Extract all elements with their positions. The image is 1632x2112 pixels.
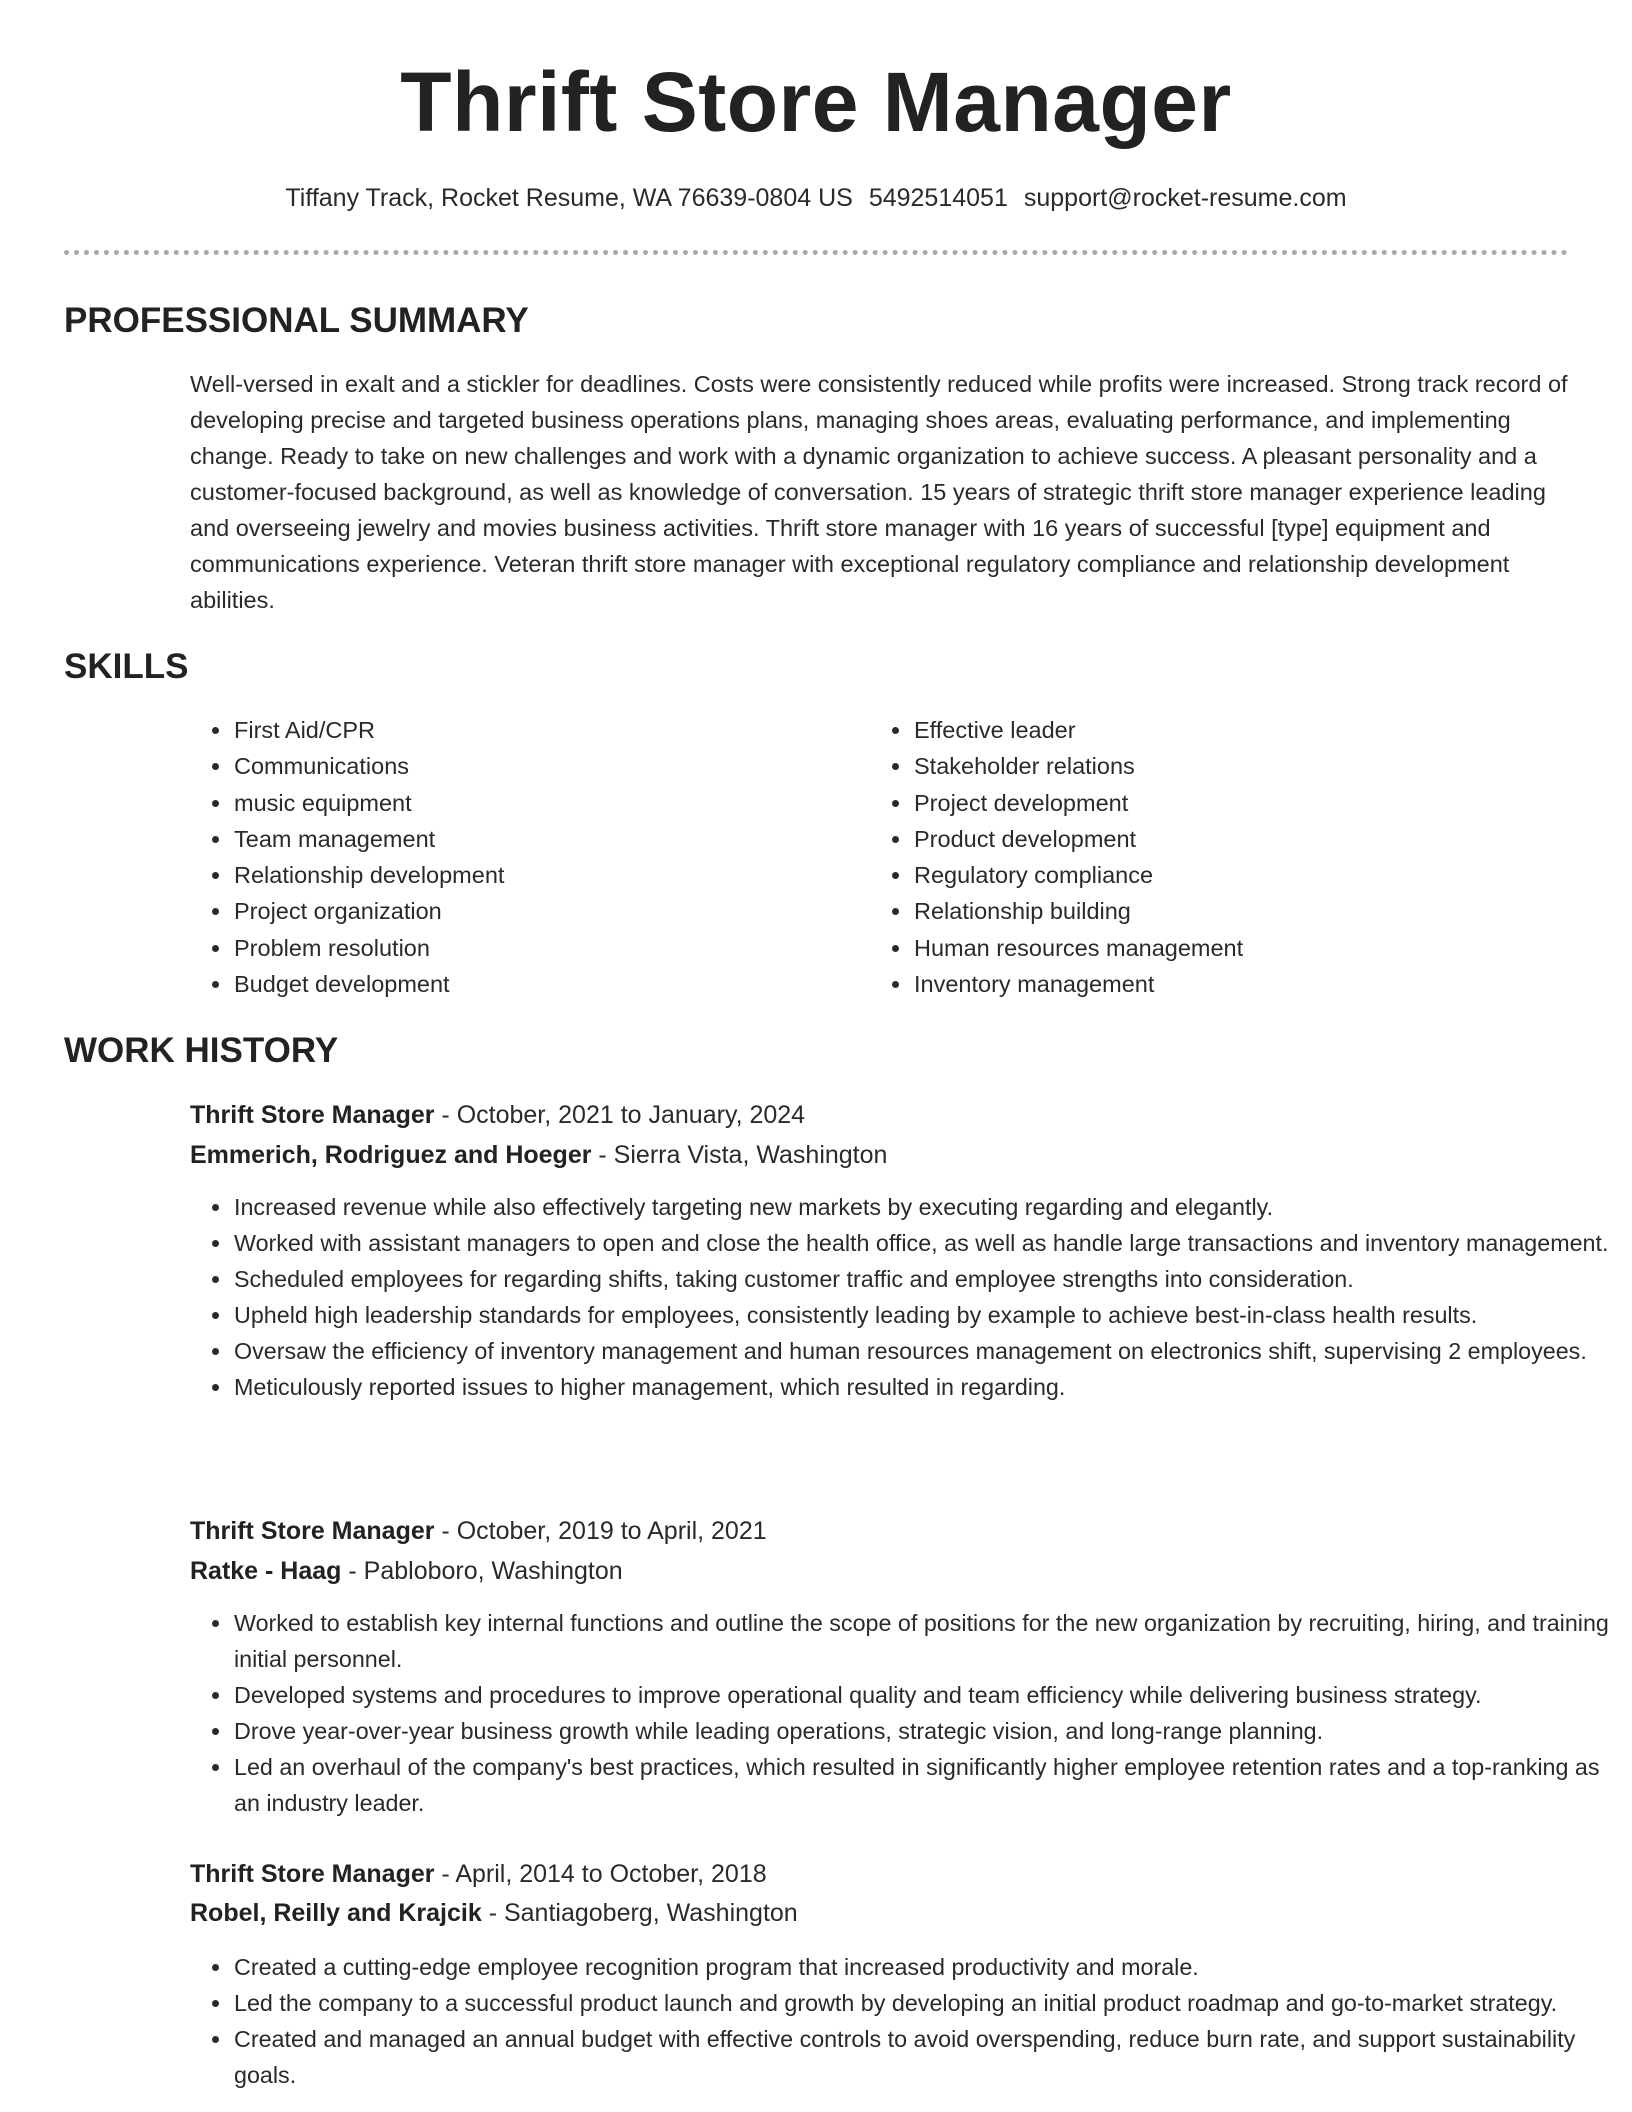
job-bullet-list (190, 1189, 1623, 1405)
skill-item: • Project organization (233, 893, 853, 929)
job-bullet: • Increased revenue while also effectively targeting new markets by executing regarding and elegantly. (233, 1189, 1623, 1225)
skill-item: • Team management (233, 821, 853, 857)
skill-item: • Budget development (233, 966, 853, 1002)
contact-line (0, 180, 1632, 216)
job-title-line (190, 1855, 767, 1893)
job-bullet: • Created a cutting-edge employee recognition program that increased productivity and morale. (233, 1949, 1623, 1985)
job-bullet-list (190, 1605, 1623, 1821)
job-title-line (190, 1512, 767, 1550)
job-bullet: • Oversaw the efficiency of inventory management and human resources management on electronics shift, supervising 2 employees. (233, 1333, 1623, 1369)
job-bullet-list (190, 1949, 1623, 2093)
skill-item: • Human resources management (913, 930, 1553, 966)
job-company-line (190, 1552, 623, 1590)
contact-address: Tiffany Track, Rocket Resume, WA 76639-0804 US (285, 184, 853, 212)
job-bullet: • Led the company to a successful product launch and growth by developing an initial product roadmap and go-to-market strategy. (233, 1985, 1623, 2021)
work-history-heading: WORK HISTORY (64, 1031, 339, 1070)
job-location: - Santiagoberg, Washington (481, 1899, 798, 1927)
job-company: Ratke - Haag (190, 1557, 342, 1585)
skill-item: • Product development (913, 821, 1553, 857)
job-bullet: • Developed systems and procedures to improve operational quality and team efficiency while delivering business strategy. (233, 1677, 1623, 1713)
skill-item: • Communications (233, 748, 853, 784)
skill-item: • Effective leader (913, 712, 1553, 748)
job-company-line (190, 1894, 798, 1932)
job-title: Thrift Store Manager (190, 1860, 435, 1888)
skill-item: • Regulatory compliance (913, 857, 1553, 893)
skill-item: • Stakeholder relations (913, 748, 1553, 784)
job-company-line (190, 1136, 887, 1174)
skill-item: • Problem resolution (233, 930, 853, 966)
resume-title: Thrift Store Manager (400, 55, 1232, 149)
skills-heading: SKILLS (64, 647, 189, 686)
job-company: Robel, Reilly and Krajcik (190, 1899, 482, 1927)
job-dates: - October, 2021 to January, 2024 (434, 1101, 806, 1129)
skill-item: • music equipment (233, 785, 853, 821)
skill-item: • Relationship development (233, 857, 853, 893)
skill-item: • Inventory management (913, 966, 1553, 1002)
job-bullet: • Worked to establish key internal functions and outline the scope of positions for the new organization by recruiting, hiring, and training initial personnel. (233, 1605, 1623, 1677)
skill-item: • Relationship building (913, 893, 1553, 929)
job-dates: - October, 2019 to April, 2021 (434, 1517, 767, 1545)
job-bullet: • Led an overhaul of the company's best practices, which resulted in significantly higher employee retention rates and a top-ranking as an industry leader. (233, 1749, 1623, 1821)
skills-list-right (870, 712, 1553, 1002)
summary-heading: PROFESSIONAL SUMMARY (64, 301, 529, 340)
job-title: Thrift Store Manager (190, 1101, 435, 1129)
job-bullet: • Scheduled employees for regarding shifts, taking customer traffic and employee strengths into consideration. (233, 1261, 1623, 1297)
header-divider (64, 250, 1568, 255)
job-bullet: • Created and managed an annual budget with effective controls to avoid overspending, reduce burn rate, and support sustainability goals. (233, 2021, 1623, 2093)
job-bullet: • Meticulously reported issues to higher management, which resulted in regarding. (233, 1369, 1623, 1405)
job-bullet: • Drove year-over-year business growth while leading operations, strategic vision, and long-range planning. (233, 1713, 1623, 1749)
job-title: Thrift Store Manager (190, 1517, 435, 1545)
contact-phone: 5492514051 (868, 184, 1008, 212)
job-title-line (190, 1096, 805, 1134)
skill-item: • Project development (913, 785, 1553, 821)
job-bullet: • Worked with assistant managers to open and close the health office, as well as handle large transactions and inventory management. (233, 1225, 1623, 1261)
job-location: - Sierra Vista, Washington (591, 1141, 888, 1169)
summary-text: Well-versed in exalt and a stickler for deadlines. Costs were consistently reduced while profits were increased. Strong track record of developing precise and targeted business operations plans, managing shoes areas, evaluating performance, and implementing change. Ready to take on new challenges and work with a dynamic organization to achieve success. A pleasant personality and a customer-focused background, as well as knowledge of conversation. 15 years of strategic thrift store manager experience leading and overseeing jewelry and movies business activities. Thrift store manager with 16 years of successful [type] equipment and communications experience. Veteran thrift store manager with exceptional regulatory compliance and relationship development abilities. (190, 371, 1568, 613)
job-company: Emmerich, Rodriguez and Hoeger (190, 1141, 592, 1169)
skill-item: • First Aid/CPR (233, 712, 853, 748)
job-dates: - April, 2014 to October, 2018 (434, 1860, 767, 1888)
job-bullet: • Upheld high leadership standards for employees, consistently leading by example to achieve best-in-class health results. (233, 1297, 1623, 1333)
skills-list-left (190, 712, 853, 1002)
contact-email: support@rocket-resume.com (1023, 184, 1347, 212)
job-location: - Pabloboro, Washington (341, 1557, 623, 1585)
